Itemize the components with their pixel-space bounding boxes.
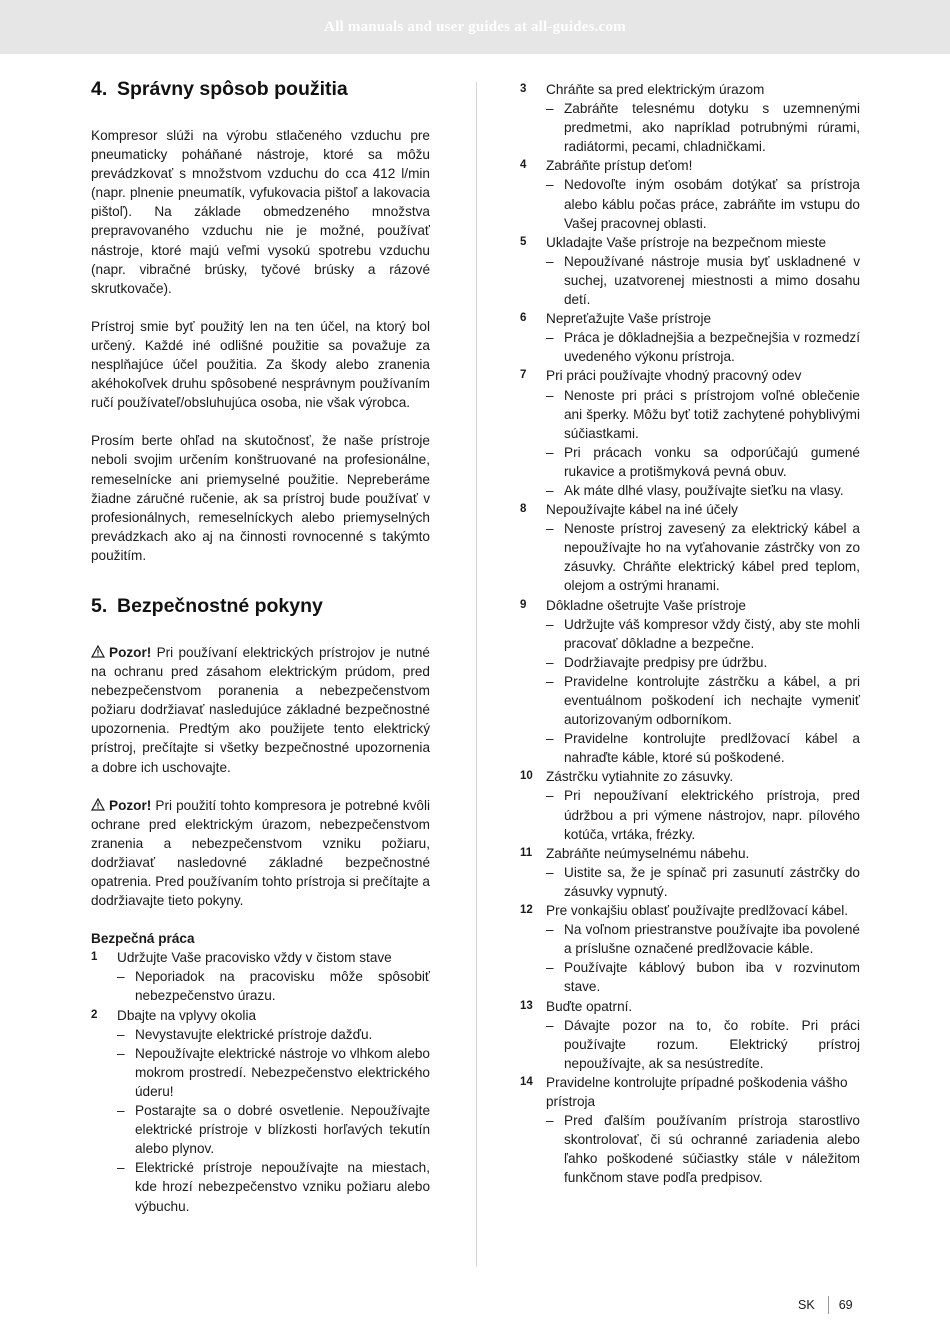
safety-item-title: Zabráňte prístup deťom! (546, 158, 693, 174)
safety-subitem-text: Nevystavujte elektrické prístroje dažďu. (135, 1026, 373, 1042)
safety-subitem-text: Nenoste prístroj zavesený za elektrický kábel a nepoužívajte ho na vyťahovanie zástrčky von zo zásuvky. Chráňte elektrický kábel pred teplom, olejom a ostrými hranami. (564, 521, 860, 594)
warning-paragraph (91, 643, 430, 777)
safety-subitem (91, 1044, 430, 1101)
safety-item (520, 156, 860, 175)
safety-item-title: Nepoužívajte kábel na iné účely (546, 502, 738, 518)
safety-subitem (520, 175, 860, 232)
safety-subitem (91, 1158, 430, 1215)
safety-subitem (520, 920, 860, 958)
safety-subitem (520, 615, 860, 653)
safety-item (520, 80, 860, 99)
safety-item-number: 1 (91, 951, 98, 964)
dash-bullet: – (546, 616, 554, 632)
safety-item-title: Dbajte na vplyvy okolia (117, 1007, 257, 1023)
dash-bullet: – (117, 1160, 125, 1176)
safety-item-number: 12 (520, 904, 533, 917)
warning-paragraph (91, 796, 430, 911)
section-5-number: 5. (91, 594, 108, 617)
safety-subitem (520, 653, 860, 672)
dash-bullet: – (546, 731, 554, 747)
dash-bullet: – (546, 922, 554, 938)
language-code: SK (798, 1298, 815, 1312)
safety-subitem (520, 519, 860, 595)
safety-subitem-text: Pravidelne kontrolujte zástrčku a kábel, a pri eventuálnom poškodení ich nechajte vymeniť autorizovaným odborníkom. (564, 673, 860, 728)
safety-item-title: Zástrčku vytiahnite zo zásuvky. (546, 769, 734, 785)
section-5-heading (91, 593, 430, 619)
safety-item (520, 500, 860, 519)
safety-item-title: Zabráňte neúmyselnému nábehu. (546, 845, 750, 861)
safety-subitem-text: Dávajte pozor na to, čo robíte. Pri práci používajte rozum. Elektrický prístroj nepoužívajte, ak sa nesústredíte. (564, 1017, 860, 1071)
dash-bullet: – (546, 960, 554, 976)
dash-bullet: – (546, 482, 554, 498)
dash-bullet: – (546, 1113, 554, 1129)
section-4-paragraph: Prístroj smie byť použitý len na ten účel, na ktorý bol určený. Každé iné odlišné použitie sa považuje za nesplňajúce účel použitia. Za škody alebo zranenia akéhokoľvek druhu spôsobené nesprávnym používaním ručí používateľ/obsluhujúca osoba, nie však výrobca. (91, 318, 430, 411)
safety-subitem (91, 967, 430, 1005)
safety-item (520, 309, 860, 328)
dash-bullet: – (117, 1103, 125, 1119)
safety-subitem (520, 863, 860, 901)
safety-subitem-text: Neporiadok na pracovisku môže spôsobiť nebezpečenstvo úrazu. (135, 969, 430, 1004)
safety-item-title: Buďte opatrní. (546, 998, 633, 1014)
dash-bullet: – (546, 101, 554, 117)
safety-subitem-text: Zabráňte telesnému dotyku s uzemnenými predmetmi, ako napríklad potrubnými rúrami, radiátormi, pecami, chladničkami. (564, 101, 860, 155)
safety-item-title: Nepreťažujte Vaše prístroje (546, 311, 712, 327)
safety-list-left (91, 948, 430, 1215)
dash-bullet: – (117, 1045, 125, 1061)
safety-subitem (520, 328, 860, 366)
dash-bullet: – (117, 1026, 125, 1042)
section-4-number: 4. (91, 78, 108, 100)
dash-bullet: – (546, 673, 554, 689)
safety-item-title: Pri práci používajte vhodný pracovný odev (546, 368, 802, 384)
safety-subitem (520, 786, 860, 843)
footer-separator (828, 1296, 829, 1314)
safety-subitem (91, 1101, 430, 1158)
site-banner[interactable]: All manuals and user guides at all-guides.com (0, 0, 950, 54)
dash-bullet: – (546, 387, 554, 403)
safety-subitem-text: Elektrické prístroje nepoužívajte na miestach, kde hrozí nebezpečenstvo vzniku požiaru alebo výbuchu. (135, 1160, 430, 1214)
safety-subitem-text: Nenoste pri práci s prístrojom voľné oblečenie ani šperky. Môžu byť totiž zachytené pohyblivými súčiastkami. (564, 387, 860, 441)
safety-item-number: 10 (520, 770, 533, 783)
safety-item (91, 1006, 430, 1025)
safety-item-number: 6 (520, 312, 527, 325)
safety-subitem-text: Nedovoľte iným osobám dotýkať sa prístroja alebo káblu počas práce, zabráňte im vstupu do Vašej pracovnej oblasti. (564, 177, 860, 231)
dash-bullet: – (546, 788, 554, 804)
warning-label: Pozor! (109, 797, 152, 813)
safety-item-title: Dôkladne ošetrujte Vaše prístroje (546, 597, 746, 613)
warning-text: Pri použití tohto kompresora je potrebné kvôli ochrane pred elektrickým úrazom, nebezpečenstvom zranenia a nebezpečenstvom vzniku požiaru, dodržiavať nasledovné základné bezpečnostné opatrenia. Pred používaním tohto prístroja si prečítajte a dodržiavajte tieto pokyny. (91, 797, 430, 909)
safety-item-number: 2 (91, 1008, 98, 1021)
safety-subitem-text: Pri prácach vonku sa odporúčajú gumené rukavice a protišmyková pevná obuv. (564, 444, 860, 479)
safety-subitem (520, 386, 860, 443)
safety-subitem-text: Pravidelne kontrolujte predlžovací kábel a nahraďte káble, ktoré sú poškodené. (564, 731, 860, 766)
safety-item-number: 9 (520, 598, 527, 611)
safety-subitem (520, 958, 860, 996)
safety-item-title: Chráňte sa pred elektrickým úrazom (546, 82, 765, 97)
safety-subitem-text: Udržujte váš kompresor vždy čistý, aby ste mohli pracovať dôkladne a bezpečne. (564, 616, 860, 651)
safety-subitem-text: Práca je dôkladnejšia a bezpečnejšia v rozmedzí uvedeného výkonu prístroja. (564, 330, 860, 365)
safety-subitem (520, 443, 860, 481)
safety-item-number: 5 (520, 235, 527, 248)
left-column (91, 76, 430, 1216)
safety-item-number: 7 (520, 369, 527, 382)
safety-item-number: 8 (520, 503, 527, 516)
dash-bullet: – (546, 654, 554, 670)
safety-subitem-text: Ak máte dlhé vlasy, používajte sieťku na vlasy. (564, 482, 844, 498)
warning-triangle-icon (91, 796, 106, 815)
section-4-heading (91, 76, 430, 102)
safety-item (520, 844, 860, 863)
safety-subitem-text: Uistite sa, že je spínač pri zasunutí zástrčky do zásuvky vypnutý. (564, 864, 860, 899)
safety-item-number: 4 (520, 159, 527, 172)
dash-bullet: – (546, 330, 554, 346)
section-4-paragraph: Prosím berte ohľad na skutočnosť, že naše prístroje neboli svojim určením konštruované na profesionálne, remeselnícke ani priemyselné použitie. Nepreberáme žiadne záručné ručenie, ak sa prístroj bude používať v profesionálnych, remeselníckych alebo priemyselných prevádzkach ako aj na činnosti rovnocenné s takýmto použitím. (91, 433, 430, 563)
column-divider (476, 82, 477, 1267)
safety-subitem-text: Na voľnom priestranstve používajte iba povolené a príslušne označené predlžovacie káble. (564, 922, 860, 957)
warning-text: Pri používaní elektrických prístrojov je nutné na ochranu pred zásahom elektrickým prúdom, pred nebezpečenstvom poranenia a nebezpečenstvom požiaru dodržiavať nasledujúce základné bezpečnostné upozornenia. Predtým ako použijete tento elektrický prístroj, prečítajte si všetky bezpečnostné upozornenia a dobre ich uschovajte. (91, 644, 430, 775)
safety-list-right (520, 80, 860, 1187)
safety-item-number: 3 (520, 83, 527, 95)
dash-bullet: – (546, 253, 554, 269)
safety-subitem-text: Používajte káblový bubon iba v rozvinutom stave. (564, 960, 860, 995)
safety-item-number: 11 (520, 846, 533, 859)
dash-bullet: – (546, 1017, 554, 1033)
safety-subitem (520, 99, 860, 156)
safety-subitem-text: Postarajte sa o dobré osvetlenie. Nepoužívajte elektrické prístroje v blízkosti horľavých tekutín alebo plynov. (135, 1103, 430, 1157)
safety-subitem (520, 729, 860, 767)
safety-item-title: Pravidelne kontrolujte prípadné poškodenia vášho prístroja (546, 1074, 848, 1109)
page-number: 69 (838, 1298, 853, 1312)
page-footer (798, 1296, 853, 1314)
safety-item-title: Udržujte Vaše pracovisko vždy v čistom stave (117, 950, 392, 966)
right-column (520, 80, 860, 1187)
section-4-title: Správny spôsob použitia (117, 78, 348, 100)
safety-item (520, 233, 860, 252)
warning-label: Pozor! (109, 644, 152, 660)
safety-item (520, 366, 860, 385)
safety-subitem (520, 672, 860, 729)
safety-item (520, 767, 860, 786)
safety-subitem (91, 1025, 430, 1044)
safety-item-title: Ukladajte Vaše prístroje na bezpečnom mieste (546, 234, 827, 250)
section-4-paragraph: Kompresor slúži na výrobu stlačeného vzduchu pre pneumaticky poháňané nástroje, ktoré sa môžu prevádzkovať s množstvom vzduchu do cca 412 l/min (napr. plnenie pneumatík, vyfukovacia pištoľ a lakovacia pištoľ). Na základe obmedzeného množstva prepravovaného vzduchu nie je možné, používať nástroje, ktoré majú veľmi vysokú spotrebu vzduchu (napr. vibračné brúsky, tyčové brúsky a rázové skrutkovače). (91, 128, 430, 296)
safety-item-number: 14 (520, 1075, 533, 1088)
safety-item (520, 1073, 860, 1111)
safety-subitem (520, 481, 860, 500)
safety-subitem-text: Dodržiavajte predpisy pre údržbu. (564, 654, 768, 670)
safety-item (520, 997, 860, 1016)
dash-bullet: – (546, 521, 554, 537)
safety-subitem-text: Nepoužívajte elektrické nástroje vo vlhkom alebo mokrom prostredí. Nebezpečenstvo elektrického úderu! (135, 1045, 430, 1099)
safe-work-subheading: Bezpečná práca (91, 931, 195, 947)
safety-subitem (520, 252, 860, 309)
safety-subitem-text: Nepoužívané nástroje musia byť uskladnené v suchej, uzatvorenej miestnosti a mimo dosahu detí. (564, 253, 860, 308)
safety-item (91, 948, 430, 967)
dash-bullet: – (117, 969, 125, 985)
safety-item-title: Pre vonkajšiu oblasť používajte predlžovací kábel. (546, 903, 849, 919)
safety-subitem (520, 1111, 860, 1187)
safety-item (520, 901, 860, 920)
warning-triangle-icon (91, 643, 106, 662)
dash-bullet: – (546, 864, 554, 880)
safety-item (520, 596, 860, 615)
safety-subitem-text: Pri nepoužívaní elektrického prístroja, pred údržbou a pri výmene nástrojov, napr. pílového kotúča, vrtáka, frézky. (564, 788, 860, 842)
dash-bullet: – (546, 177, 554, 193)
safety-subitem-text: Pred ďalším používaním prístroja starostlivo skontrolovať, či sú ochranné zariadenia alebo ľahko poškodené súčiastky stále v náležitom funkčnom stave podľa predpisov. (564, 1113, 860, 1186)
safety-subitem (520, 1016, 860, 1073)
dash-bullet: – (546, 444, 554, 460)
section-5-title: Bezpečnostné pokyny (117, 594, 323, 617)
safety-item-number: 13 (520, 999, 533, 1012)
